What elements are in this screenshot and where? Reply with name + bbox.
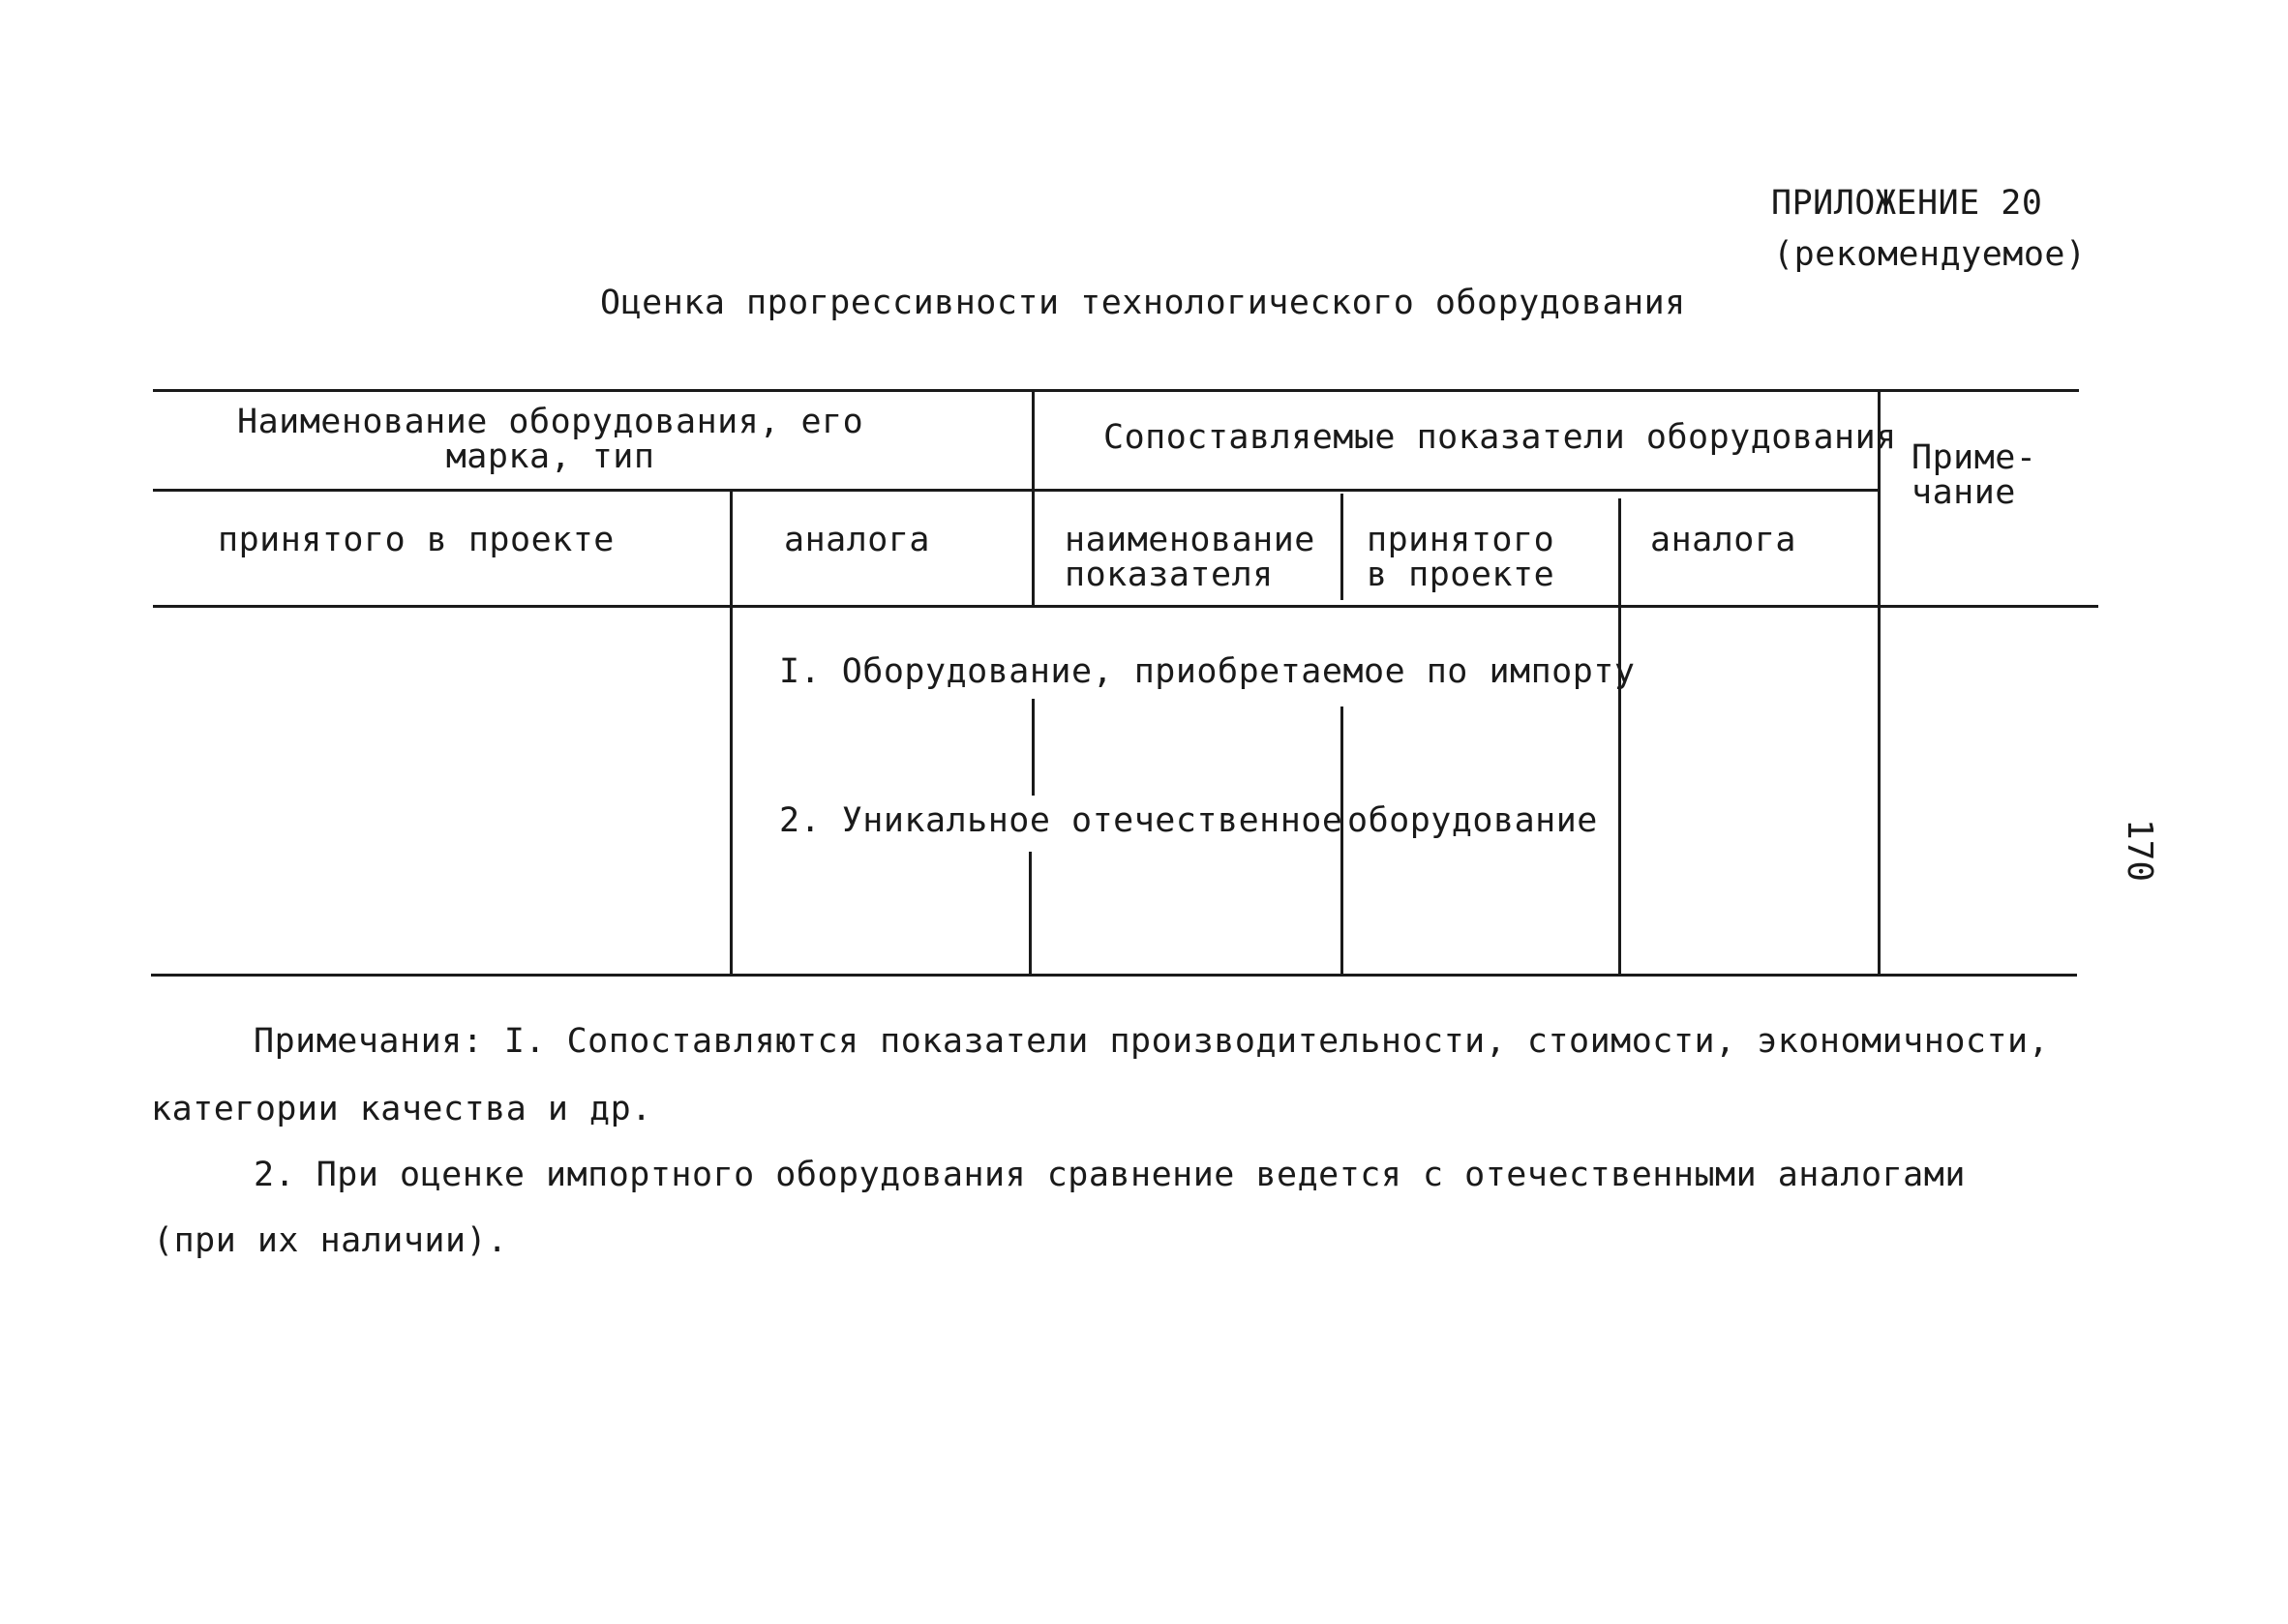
table-bottom-rule: [151, 974, 2077, 977]
section-imported: I. Оборудование, приобретаемое по импорту: [779, 652, 1636, 691]
col-divider-2-mid: [1032, 699, 1035, 796]
header-mid-rule-right: [1034, 489, 1881, 492]
note-line-1: Примечания: I. Сопоставляются показатели производительности, стоимости, экономичности,: [254, 1022, 2050, 1061]
section-unique-part1: 2. Уникальное отечественное: [779, 801, 1343, 840]
table-top-rule: [153, 389, 2079, 392]
document-title: Оценка прогрессивности технологического оборудования: [600, 284, 1686, 322]
subheader-accepted: принятого в проекте: [218, 521, 615, 559]
note-line-2: категории качества и др.: [151, 1090, 652, 1128]
header-bottom-rule: [153, 605, 2098, 608]
header-compared-indicators: Сопоставляемые показатели оборудования: [1103, 418, 1897, 457]
header-notes: Приме- чание: [1912, 438, 2037, 512]
col-divider-1: [730, 489, 733, 976]
appendix-label: ПРИЛОЖЕНИЕ 20: [1771, 184, 2043, 223]
subheader-indicator-name: наименование показателя: [1065, 521, 1315, 594]
subheader-indicator-analog: аналога: [1650, 521, 1797, 559]
note-line-4: (при их наличии).: [153, 1221, 508, 1260]
header-equipment-name: Наименование оборудования, его марка, тип: [237, 403, 864, 476]
col-divider-2-bot: [1029, 852, 1032, 975]
page-number: 170: [2120, 818, 2160, 883]
section-unique-part2: оборудование: [1347, 801, 1598, 840]
col-divider-2-top: [1032, 392, 1035, 607]
subheader-indicator-accepted: принятого в проекте: [1367, 521, 1555, 594]
col-divider-5: [1878, 389, 1881, 975]
col-divider-3-top: [1340, 494, 1343, 600]
header-mid-rule-left: [153, 489, 1034, 492]
note-line-3: 2. При оценке импортного оборудования сравнение ведется с отечественными аналогами: [254, 1156, 1966, 1194]
recommended-label: (рекомендуемое): [1773, 235, 2087, 274]
col-divider-3-bot: [1340, 707, 1343, 975]
col-divider-4: [1618, 498, 1621, 975]
subheader-analog: аналога: [784, 521, 931, 559]
